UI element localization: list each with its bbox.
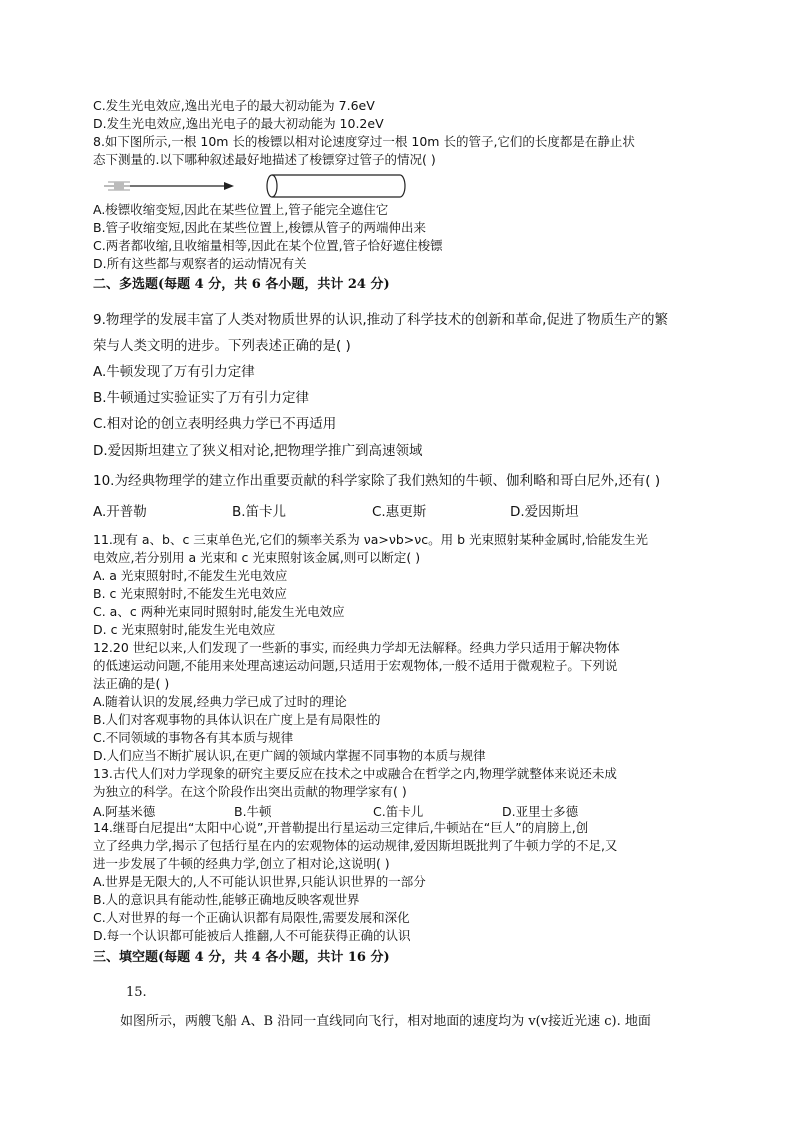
q11-option-d: D. c 光束照射时,能发生光电效应 (93, 622, 276, 637)
q10-option-d: D.爱因斯坦 (510, 504, 579, 520)
q13-stem-line-1: 13.古代人们对力学现象的研究主要反应在技术之中或融合在哲学之内,物理学就整体来说还未成 (93, 766, 617, 781)
q15-stem: 如图所示，两艘飞船 A、B 沿同一直线同向飞行，相对地面的速度均为 v(v接近光速 c). 地面 (120, 1014, 651, 1029)
q9-stem-line-1: 9.物理学的发展丰富了人类对物质世界的认识,推动了科学技术的创新和革命,促进了物质生产的繁 (93, 312, 668, 328)
q12-stem-line-2: 的低速运动问题,不能用来处理高速运动问题,只适用于宏观物体,一般不适用于微观粒子。下列说 (93, 658, 618, 673)
q8-option-b: B.管子收缩变短,因此在某些位置上,梭镖从管子的两端伸出来 (93, 220, 426, 235)
q12-option-c: C.不同领域的事物各有其本质与规律 (93, 730, 294, 745)
q12-option-a: A.随着认识的发展,经典力学已成了过时的理论 (93, 694, 347, 709)
section-3-title: 三、填空题(每题 4 分，共 4 各小题，共计 16 分) (93, 950, 390, 965)
q9-stem-line-2: 荣与人类文明的进步。下列表述正确的是( ) (93, 338, 351, 354)
q14-option-d: D.每一个认识都可能被后人推翻,人不可能获得正确的认识 (93, 928, 411, 943)
q9-option-b: B.牛顿通过实验证实了万有引力定律 (93, 390, 310, 406)
q7-option-c: C.发生光电效应,逸出光电子的最大初动能为 7.6eV (93, 98, 375, 113)
q13-option-d: D.亚里士多德 (502, 804, 579, 819)
section-2-title: 二、多选题(每题 4 分，共 6 各小题，共计 24 分) (93, 277, 390, 292)
q13-option-c: C.笛卡儿 (373, 804, 424, 819)
q11-stem-line-1: 11.现有 a、b、c 三束单色光,它们的频率关系为 νa>νb>νc。用 b 光束照射某种金属时,恰能发生光 (93, 532, 648, 547)
q8-stem-line-1: 8.如下图所示,一根 10m 长的梭镖以相对论速度穿过一根 10m 长的管子,它们的长度都是在静止状 (93, 134, 635, 149)
q13-option-b: B.牛顿 (234, 804, 272, 819)
q9-option-c: C.相对论的创立表明经典力学已不再适用 (93, 416, 337, 432)
q7-option-d: D.发生光电效应,逸出光电子的最大初动能为 10.2eV (93, 116, 384, 131)
q14-option-c: C.人对世界的每一个正确认识都有局限性,需要发展和深化 (93, 910, 410, 925)
q8-option-c: C.两者都收缩,且收缩量相等,因此在某个位置,管子恰好遮住梭镖 (93, 238, 443, 253)
q13-stem-line-2: 为独立的科学。在这个阶段作出突出贡献的物理学家有( ) (93, 784, 407, 799)
q14-option-b: B.人的意识具有能动性,能够正确地反映客观世界 (93, 892, 360, 907)
q14-stem-line-3: 进一步发展了牛顿的经典力学,创立了相对论,这说明( ) (93, 856, 390, 871)
q14-option-a: A.世界是无限大的,人不可能认识世界,只能认识世界的一部分 (93, 874, 426, 889)
q14-stem-line-2: 立了经典力学,揭示了包括行星在内的宏观物体的运动规律,爱因斯坦既批判了牛顿力学的不足,又 (93, 838, 618, 853)
q10-option-b: B.笛卡儿 (232, 504, 287, 520)
q8-tube-figure (264, 172, 408, 200)
q10-option-a: A.开普勒 (93, 504, 147, 520)
q11-option-a: A. a 光束照射时,不能发生光电效应 (93, 568, 288, 583)
q12-option-d: D.人们应当不断扩展认识,在更广阔的领域内掌握不同事物的本质与规律 (93, 748, 486, 763)
q11-stem-line-2: 电效应,若分别用 a 光束和 c 光束照射该金属,则可以断定( ) (93, 550, 421, 565)
q9-option-d: D.爱因斯坦建立了狭义相对论,把物理学推广到高速领域 (93, 443, 423, 459)
q12-option-b: B.人们对客观事物的具体认识在广度上是有局限性的 (93, 712, 381, 727)
q12-stem-line-1: 12.20 世纪以来,人们发现了一些新的事实, 而经典力学却无法解释。经典力学只适用于解决物体 (93, 640, 620, 655)
q11-option-c: C. a、c 两种光束同时照射时,能发生光电效应 (93, 604, 345, 619)
q8-stem-line-2: 态下测量的.以下哪种叙述最好地描述了梭镖穿过管子的情况( ) (93, 152, 436, 167)
q13-option-a: A.阿基米德 (93, 804, 156, 819)
q10-stem: 10.为经典物理学的建立作出重要贡献的科学家除了我们熟知的牛顿、伽利略和哥白尼外,还有( ) (93, 473, 661, 489)
q8-javelin-figure (100, 170, 240, 200)
q8-option-d: D.所有这些都与观察者的运动情况有关 (93, 256, 307, 271)
q11-option-b: B. c 光束照射时,不能发生光电效应 (93, 586, 287, 601)
q8-option-a: A.梭镖收缩变短,因此在某些位置上,管子能完全遮住它 (93, 202, 389, 217)
q10-option-c: C.惠更斯 (372, 504, 427, 520)
q12-stem-line-3: 法正确的是( ) (93, 676, 170, 691)
q9-option-a: A.牛顿发现了万有引力定律 (93, 364, 255, 380)
q14-stem-line-1: 14.继哥白尼提出“太阳中心说”,开普勒提出行星运动三定律后,牛顿站在“巨人”的肩膀上,创 (93, 820, 589, 835)
q15-number: 15. (126, 985, 147, 1000)
